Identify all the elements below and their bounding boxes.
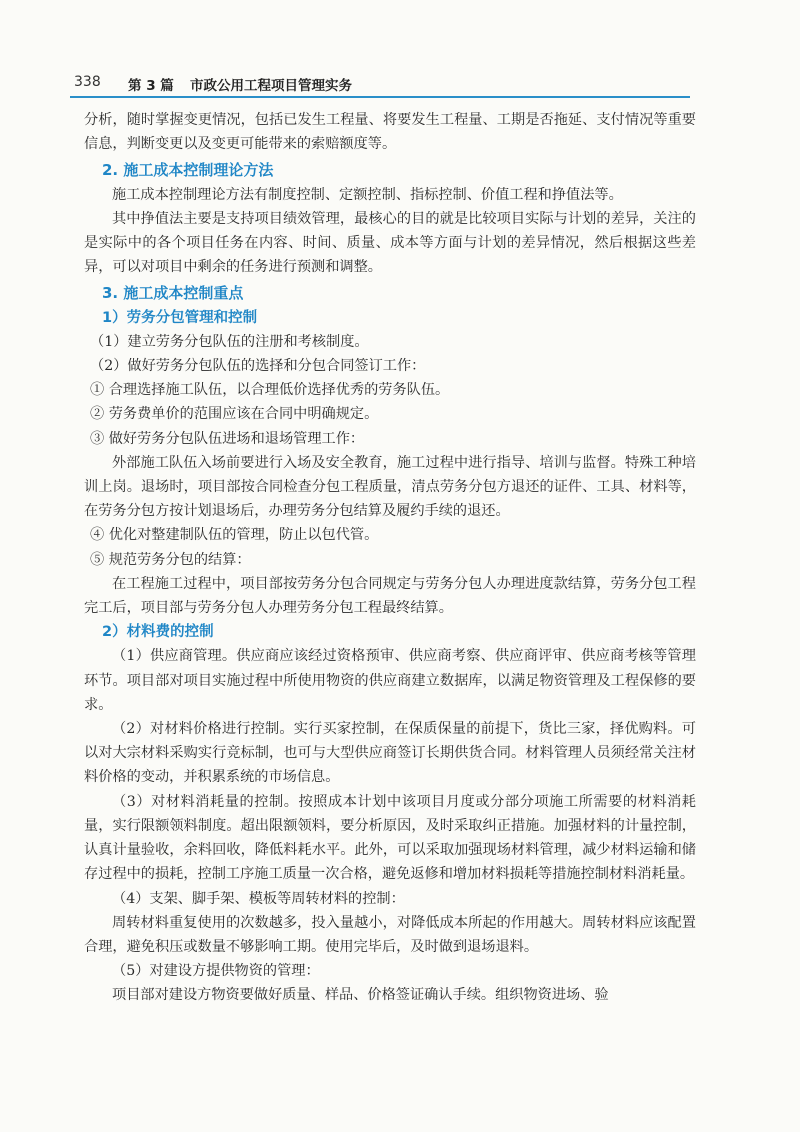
list-item: （1）建立劳务分包队伍的注册和考核制度。 <box>90 333 369 350</box>
list-item: ④ 优化对整建制队伍的管理，防止以包代管。 <box>90 527 379 544</box>
section-heading-3: 3. 施工成本控制重点 <box>102 284 244 303</box>
paragraph: 其中挣值法主要是支持项目绩效管理，最核心的目的就是比较项目实际与计划的差异，关注的是实际中的各个项目任务在内容、时间、质量、成本等方面与计划的差异情况，然后根据这些差异，可以对项目中剩余的任务进行预测和调整。 <box>84 210 696 276</box>
paragraph: （5）对建设方提供物资的管理： <box>112 963 320 980</box>
part-label: 第 3 篇 <box>128 78 174 94</box>
list-item: ⑤ 规范劳务分包的结算： <box>90 551 251 568</box>
paragraph: （3）对材料消耗量的控制。按照成本计划中该项目月度或分部分项施工所需要的材料消耗量，实行限额领料制度。超出限额领料，要分析原因，及时采取纠正措施。加强材料的计量控制，认真计量验收，余料回收，降低料耗水平。此外，可以采取加强现场材料管理，减少材料运输和储存过程中的损耗，控制工序施工质量一次合格，避免返修和增加材料损耗等措施控制材料消耗量。 <box>84 793 696 883</box>
list-item: ③ 做好劳务分包队伍进场和退场管理工作： <box>90 430 365 447</box>
paragraph: 外部施工队伍入场前要进行入场及安全教育，施工过程中进行指导、培训与监督。特殊工种培训上岗。退场时，项目部按合同检查分包工程质量，清点劳务分包方退还的证件、工具、材料等，在劳务分包方按计划退场后，办理劳务分包结算及履约手续的退还。 <box>84 454 696 520</box>
list-item: ② 劳务费单价的范围应该在合同中明确规定。 <box>90 406 379 423</box>
subsection-heading-material: 2）材料费的控制 <box>102 624 214 641</box>
paragraph: 施工成本控制理论方法有制度控制、定额控制、指标控制、价值工程和挣值法等。 <box>112 186 623 203</box>
paragraph: 周转材料重复使用的次数越多，投入量越小，对降低成本所起的作用越大。周转材料应该配置合理，避免积压或数量不够影响工期。使用完毕后，及时做到退场退料。 <box>84 914 696 955</box>
paragraph: 项目部对建设方物资要做好质量、样品、价格签证确认手续。组织物资进场、验 <box>112 987 609 1004</box>
section-heading-2: 2. 施工成本控制理论方法 <box>102 161 274 180</box>
paragraph: 在工程施工过程中，项目部按劳务分包合同规定与劳务分包人办理进度款结算，劳务分包工程完工后，项目部与劳务分包人办理劳务分包工程最终结算。 <box>84 575 696 617</box>
paragraph: （2）对材料价格进行控制。实行买家控制，在保质保量的前提下，货比三家，择优购料。可以对大宗材料采购实行竞标制，也可与大型供应商签订长期供货合同。材料管理人员须经常关注材料价格的变动，并积累系统的市场信息。 <box>84 721 696 786</box>
paragraph: （1）供应商管理。供应商应该经过资格预审、供应商考察、供应商评审、供应商考核等管理环节。项目部对项目实施过程中所使用物资的供应商建立数据库，以满足物资管理及工程保修的要求。 <box>84 648 696 713</box>
chapter-title: 市政公用工程项目管理实务 <box>190 78 352 94</box>
paragraph-intro: 分析，随时掌握变更情况，包括已发生工程量、将要发生工程量、工期是否拖延、支付情况等重要信息，判断变更以及变更可能带来的索赔额度等。 <box>84 112 696 153</box>
page-number: 338 <box>74 74 101 90</box>
page-body <box>84 108 696 1008</box>
list-item: （2）做好劳务分包队伍的选择和分包合同签订工作： <box>90 358 426 375</box>
header-rule <box>70 96 690 98</box>
page-header <box>70 68 690 98</box>
subsection-heading-labor: 1）劳务分包管理和控制 <box>102 309 258 326</box>
paragraph: （4）支架、脚手架、模板等周转材料的控制： <box>112 890 405 907</box>
list-item: ① 合理选择施工队伍，以合理低价选择优秀的劳务队伍。 <box>90 382 450 399</box>
